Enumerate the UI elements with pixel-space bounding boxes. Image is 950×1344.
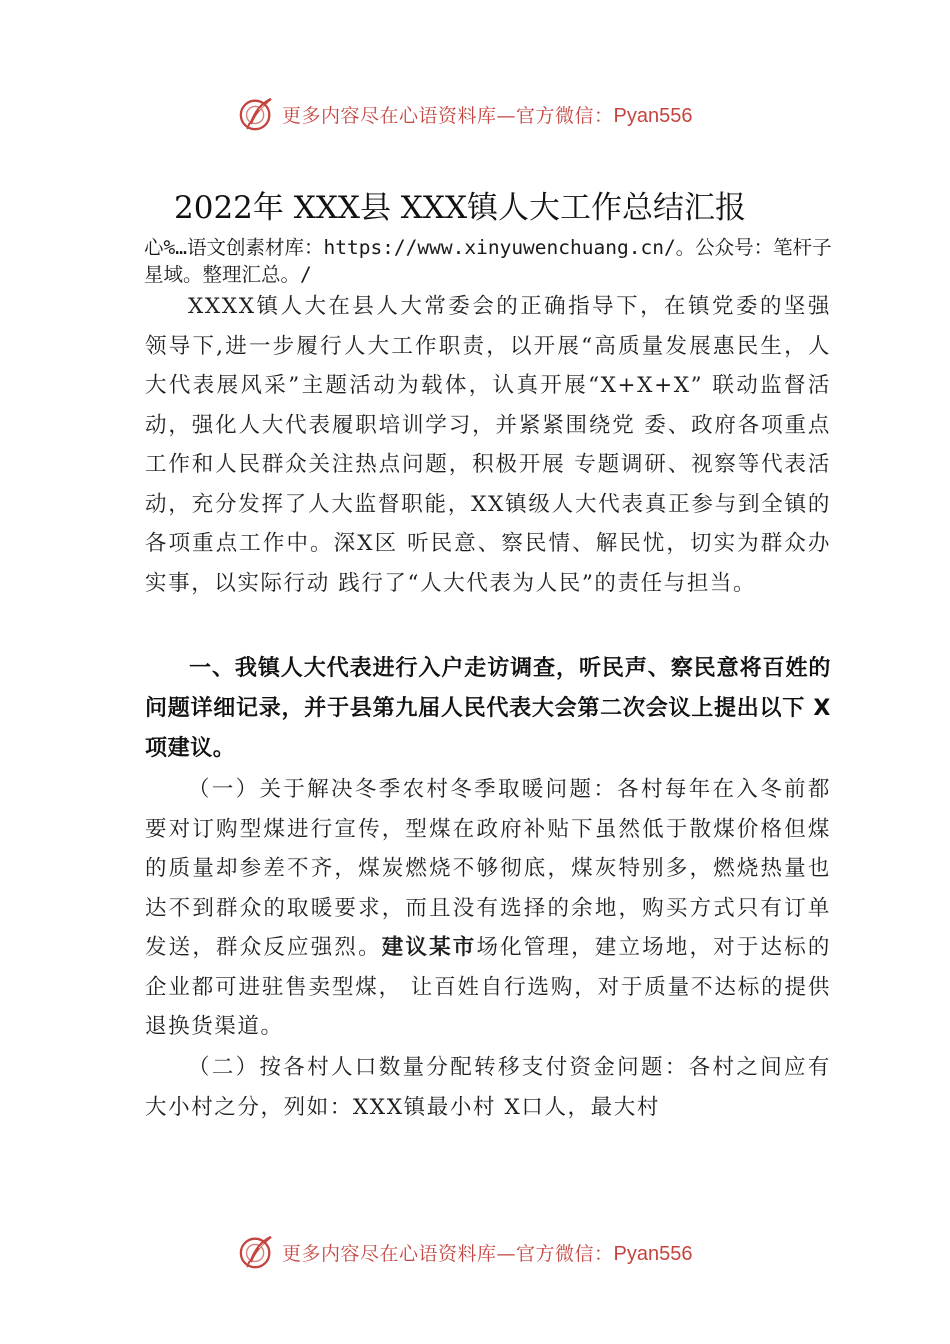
header-banner-text: 更多内容尽在心语资料库—官方微信：Pyan556 (282, 104, 693, 127)
item-2-paragraph: （二）按各村人口数量分配转移支付资金问题：各村之间应有大小村之分，列如：XXX镇最小村 X口人，最大村 (145, 1055, 831, 1120)
quill-pen-seal-icon (238, 1233, 276, 1271)
footer-banner (0, 1232, 950, 1272)
item-1-tail: 场化管理，建立场地，对于达标的企业都可进驻售卖型煤， 让百姓自行选购，对于质量不达标的提供退换货渠道。 (145, 935, 831, 1039)
item-1-paragraph (145, 770, 831, 1047)
intro-paragraph: XXXX镇人大在县人大常委会的正确指导下，在镇党委的坚强领导下,进一步履行人大工作职责，以开展“高质量发展惠民生，人大代表展风采”主题活动为载体，认真开展“X+X+X” 联动监督活动，强化人大代表履职培训学习，并紧紧围绕党 委、政府各项重点工作和人民群众关注热点问题，积极开展 专题调研、视察等代表活动，充分发挥了人大监督职能，XX镇级人大代表真正参与到全镇的各项重点工作中。深X区 听民意、察民情、解民忧，切实为群众办实事，以实际行动 践行了“人大代表为人民”的责任与担当。 (145, 294, 831, 596)
wechat-handle: Pyan556 (613, 104, 693, 127)
quill-pen-seal-icon (238, 95, 276, 133)
footer-banner-text: 更多内容尽在心语资料库—官方微信：Pyan556 (282, 1242, 693, 1265)
item-1-bold-phrase: 建议某市 (381, 935, 477, 960)
source-note: 心%…语文创素材库：https://www.xinyuwenchuang.cn/。公众号：笔杆子星域。整理汇总。/ (144, 236, 832, 286)
item-1-text: （一）关于解决冬季农村冬季取暖问题：各村每年在入冬前都要对订购型煤进行宣传，型煤在政府补贴下虽然低于散煤价格但煤的质量却参差不齐，煤炭燃烧不够彻底，煤灰特别多，燃烧热量也达不到群众的取暖要求，而且没有选择的余地，购买方式只有订单发送，群众反应强烈。 (145, 777, 831, 960)
document-title: 2022年 XXX县 XXX镇人大工作总结汇报 (174, 190, 747, 226)
section-heading: 一、我镇人大代表进行入户走访调查，听民声、察民意将百姓的问题详细记录，并于县第九届人民代表大会第二次会议上提出以下 X 项建议。 (145, 656, 831, 761)
header-banner (0, 94, 950, 134)
wechat-handle: Pyan556 (613, 1242, 693, 1265)
